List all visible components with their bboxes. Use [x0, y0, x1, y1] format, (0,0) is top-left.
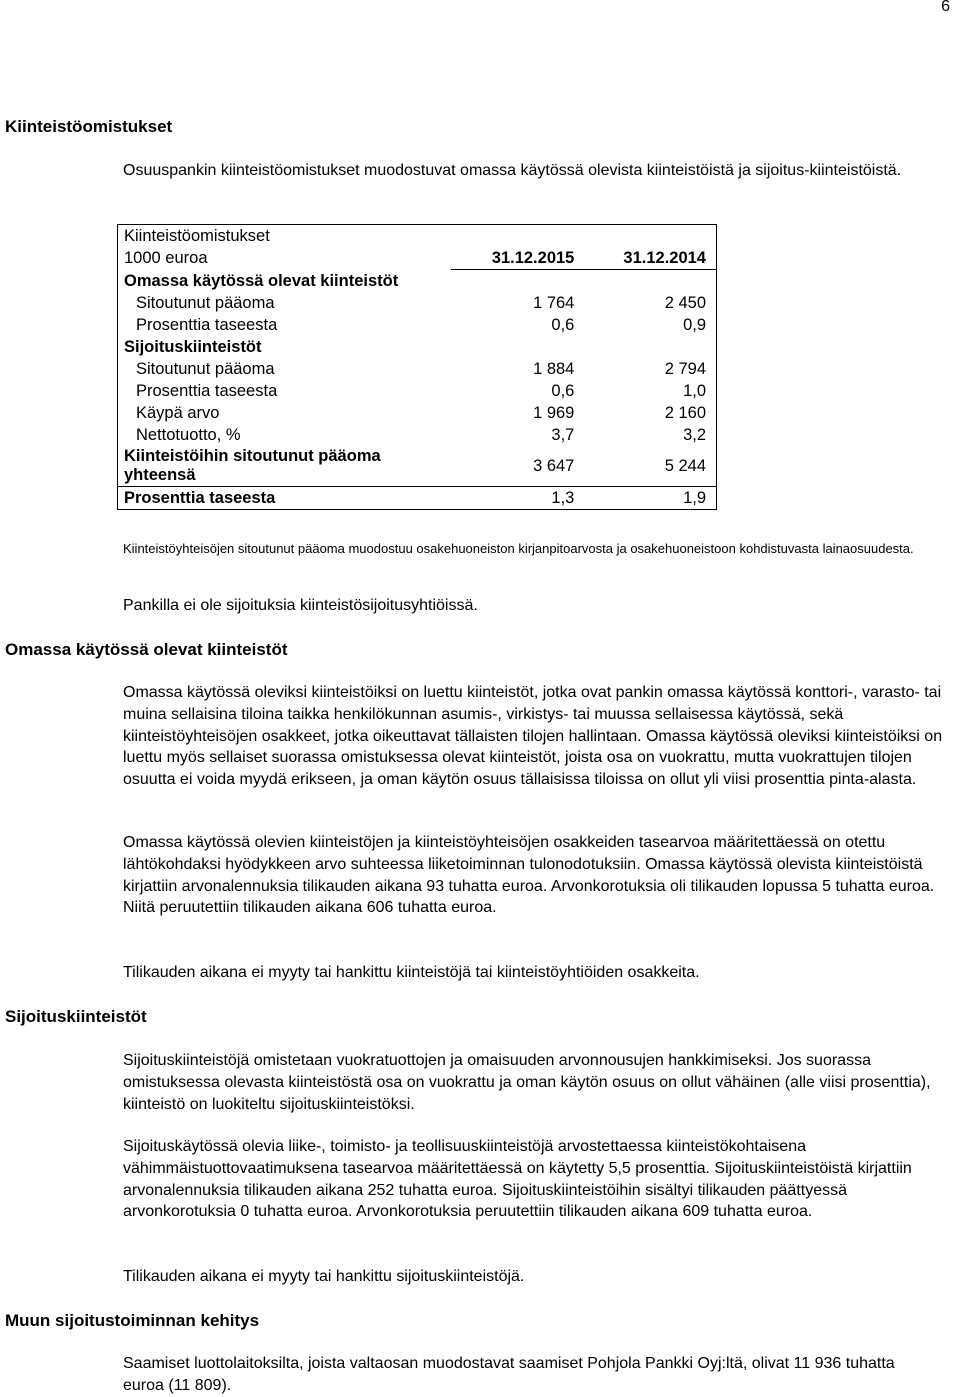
own-use-paragraph-3: Tilikauden aikana ei myyty tai hankittu kiinteistöjä tai kiinteistöyhtiöiden osakkeita.	[123, 964, 700, 981]
row-value-2015: 0,6	[551, 382, 575, 400]
real-estate-table	[117, 224, 717, 510]
section-heading-other-investment: Muun sijoitustoiminnan kehitys	[5, 1311, 260, 1330]
column-header-2014: 31.12.2014	[582, 247, 716, 270]
column-header-2015: 31.12.2015	[451, 247, 583, 270]
table-row	[118, 380, 717, 402]
group-label-own-use: Omassa käytössä olevat kiinteistöt	[124, 272, 399, 290]
page-number: 6	[941, 0, 950, 15]
table-row	[118, 314, 717, 336]
group-row	[118, 336, 717, 358]
row-value-2015: 1 764	[533, 294, 575, 312]
row-value-2014: 1,0	[683, 382, 706, 400]
unit-label: 1000 euroa	[124, 249, 208, 268]
row-value-2014: 3,2	[683, 426, 706, 444]
total-value-2015: 3 647	[533, 456, 575, 475]
intro-paragraph: Osuuspankin kiinteistöomistukset muodostuvat omassa käytössä olevista kiinteistöistä ja sijoitus-kiinteistöistä.	[123, 162, 902, 179]
table-footnote: Kiinteistöyhteisöjen sitoutunut pääoma muodostuu osakehuoneiston kirjanpitoarvosta ja osakehuoneistoon kohdistuvasta lainaosuudesta.	[123, 541, 914, 556]
total-percent-label: Prosenttia taseesta	[118, 487, 451, 510]
section-heading-own-use: Omassa käytössä olevat kiinteistöt	[5, 640, 288, 659]
total-percent-row	[118, 487, 717, 510]
other-investment-paragraph: Saamiset luottolaitoksilta, joista valtaosan muodostavat saamiset Pohjola Pankki Oyj:ltä, olivat 11 936 tuhatta euroa (11 809).	[123, 1355, 895, 1394]
table-title-row	[118, 225, 717, 248]
table-row	[118, 424, 717, 446]
row-label: Sitoutunut pääoma	[136, 360, 275, 378]
total-row	[118, 446, 717, 487]
row-value-2014: 2 160	[664, 404, 706, 422]
row-value-2015: 0,6	[551, 316, 575, 334]
investment-paragraph-3: Tilikauden aikana ei myyty tai hankittu sijoituskiinteistöjä.	[123, 1268, 525, 1285]
row-value-2015: 3,7	[551, 426, 575, 444]
table-row	[118, 292, 717, 314]
investment-paragraph-2: Sijoituskäytössä olevia liike-, toimisto- ja teollisuuskiinteistöjä arvostettaessa kiinteistökohtaisena vähimmäistuottovaatimuksena tasearvoa määritettäessä on käytetty 5,5 prosenttia. Sijoituskiinteistöistä kirjattiin arvonalennuksia tilikauden aikana 252 tuhatta euroa. Sijoituskiinteistöihin sisältyi tilikauden päättyessä arvonkorotuksia 0 tuhatta euroa. Arvonkorotuksia peruutettiin tilikauden aikana 609 tuhatta euroa.	[123, 1138, 912, 1221]
row-value-2014: 2 794	[664, 360, 706, 378]
note-paragraph: Pankilla ei ole sijoituksia kiinteistösijoitusyhtiöissä.	[123, 597, 478, 614]
total-label: Kiinteistöihin sitoutunut pääoma yhteensä	[124, 447, 381, 484]
row-label: Käypä arvo	[136, 404, 220, 422]
table-title: Kiinteistöomistukset	[124, 227, 270, 245]
row-label: Prosenttia taseesta	[136, 382, 278, 400]
row-label: Nettotuotto, %	[136, 426, 241, 444]
section-heading-investment: Sijoituskiinteistöt	[5, 1007, 147, 1026]
section-heading-kiinteistoomistukset: Kiinteistöomistukset	[5, 117, 173, 136]
table-row	[118, 358, 717, 380]
total-percent-2015: 1,3	[451, 487, 583, 510]
table-row	[118, 402, 717, 424]
group-label-investment: Sijoituskiinteistöt	[124, 338, 262, 356]
row-label: Prosenttia taseesta	[136, 316, 278, 334]
row-label: Sitoutunut pääoma	[136, 294, 275, 312]
group-row	[118, 270, 717, 293]
own-use-paragraph-2: Omassa käytössä olevien kiinteistöjen ja kiinteistöyhteisöjen osakkeiden tasearvoa määritettäessä on otettu lähtökohdaksi hyödykkeen arvo suhteessa liiketoiminnan tulonodotuksiin. Omassa käytössä olevista kiinteistöistä kirjattiin arvonalennuksia tilikauden aikana 93 tuhatta euroa. Arvonkorotuksia oli tilikauden lopussa 5 tuhatta euroa. Niitä peruutettiin tilikauden aikana 606 tuhatta euroa.	[123, 834, 935, 917]
row-value-2014: 2 450	[664, 294, 706, 312]
total-percent-2014: 1,9	[582, 487, 716, 510]
total-value-2014: 5 244	[664, 456, 706, 475]
row-value-2015: 1 969	[533, 404, 575, 422]
investment-paragraph-1: Sijoituskiinteistöjä omistetaan vuokratuottojen ja omaisuuden arvonnousujen hankkimiseksi. Jos suorassa omistuksessa olevasta kiinteistöstä osa on vuokrattu ja oman käytön osuus on ollut vähäinen (alle viisi prosenttia), kiinteistö on luokiteltu sijoituskiinteistöksi.	[123, 1052, 931, 1113]
own-use-paragraph-1: Omassa käytössä oleviksi kiinteistöiksi on luettu kiinteistöt, jotka ovat pankin omassa käytössä konttori-, varasto- tai muina sellaisina tiloina taikka henkilökunnan asumis-, virkistys- tai muussa sellaisessa käytössä, sekä kiinteistöyhteisöjen osakkeet, jotka oikeuttavat tällaisten tilojen hallintaan. Omassa käytössä oleviksi kiinteistöiksi on luettu myös sellaiset suorassa omistuksessa olevat kiinteistöt, joista osa on vuokrattu, mutta vuokrattujen tilojen osuutta ei voida myydä erikseen, ja oman käytön osuus tällaisissa tiloissa on ollut yli viisi prosenttia pinta-alasta.	[123, 684, 943, 789]
row-value-2014: 0,9	[683, 316, 706, 334]
table-header-row	[118, 247, 717, 270]
row-value-2015: 1 884	[533, 360, 575, 378]
